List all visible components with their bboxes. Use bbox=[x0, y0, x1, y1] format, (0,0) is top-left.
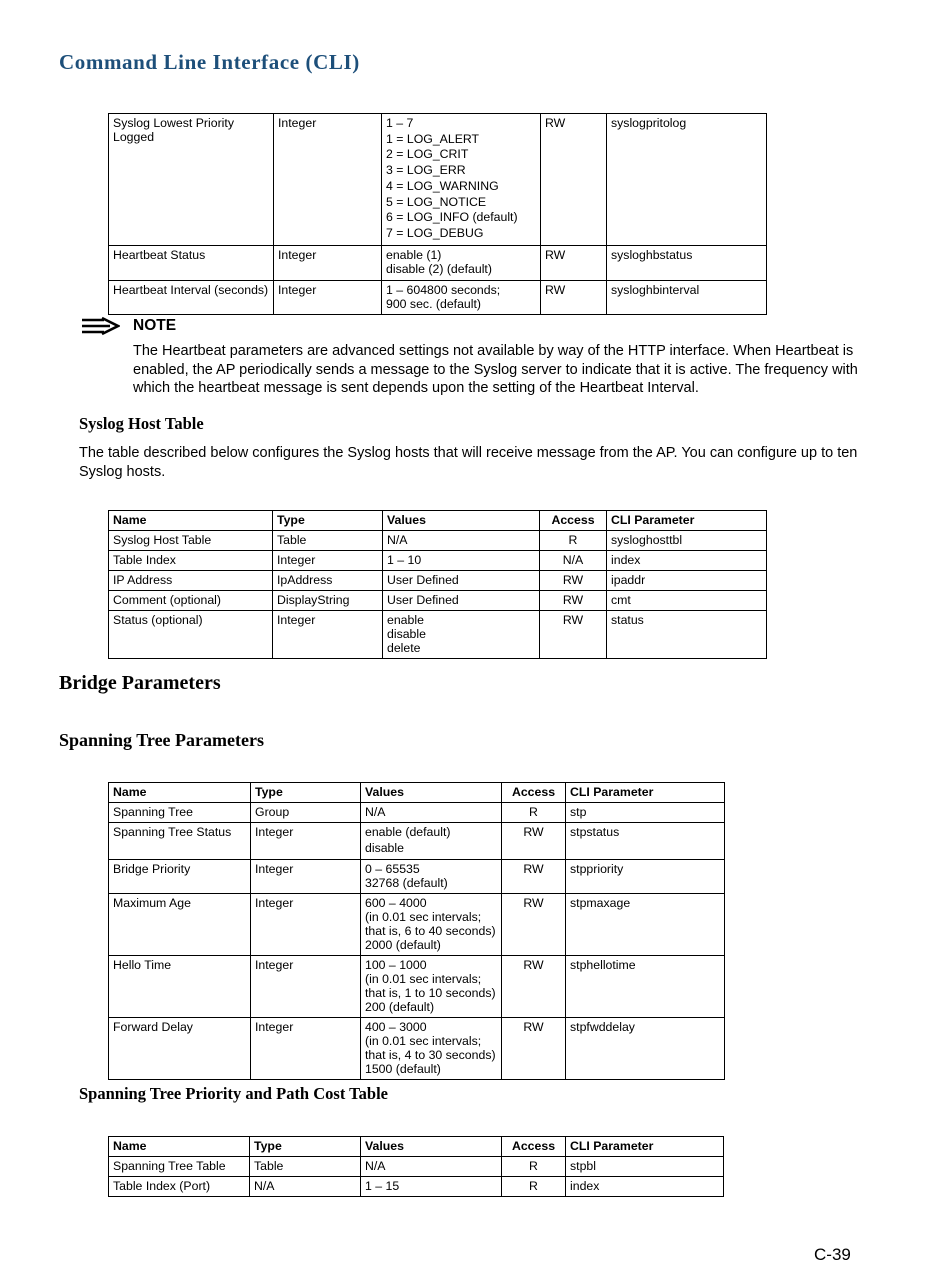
priority-table-heading: Spanning Tree Priority and Path Cost Table bbox=[79, 1084, 388, 1103]
param-name: IP Address bbox=[109, 571, 273, 591]
param-name: Table Index bbox=[109, 551, 273, 571]
table-row bbox=[109, 114, 767, 246]
spanning-tree-table bbox=[108, 782, 725, 1080]
param-type: Group bbox=[251, 803, 361, 823]
param-values: User Defined bbox=[383, 571, 540, 591]
param-cli: index bbox=[607, 551, 767, 571]
param-access: RW bbox=[541, 245, 607, 280]
priority-path-cost-table bbox=[108, 1136, 724, 1197]
table-header-row bbox=[109, 1137, 724, 1157]
param-cli: sysloghosttbl bbox=[607, 531, 767, 551]
param-values: N/A bbox=[383, 531, 540, 551]
param-cli: ipaddr bbox=[607, 571, 767, 591]
param-values: enable disable delete bbox=[383, 611, 540, 659]
table-row bbox=[109, 531, 767, 551]
column-header: Access bbox=[540, 511, 607, 531]
param-access: RW bbox=[502, 956, 566, 1018]
param-cli: index bbox=[566, 1177, 724, 1197]
param-name: Heartbeat Status bbox=[109, 245, 274, 280]
table-header-row bbox=[109, 783, 725, 803]
column-header: Type bbox=[250, 1137, 361, 1157]
param-cli: stp bbox=[566, 803, 725, 823]
page-title: Command Line Interface (CLI) bbox=[59, 50, 360, 74]
param-name: Spanning Tree bbox=[109, 803, 251, 823]
spanning-tree-heading: Spanning Tree Parameters bbox=[59, 730, 264, 750]
param-access: RW bbox=[502, 894, 566, 956]
param-name: Spanning Tree Table bbox=[109, 1157, 250, 1177]
param-name: Comment (optional) bbox=[109, 591, 273, 611]
param-cli: sysloghbstatus bbox=[607, 245, 767, 280]
param-name: Syslog Host Table bbox=[109, 531, 273, 551]
param-access: N/A bbox=[540, 551, 607, 571]
param-cli: stpmaxage bbox=[566, 894, 725, 956]
param-name: Bridge Priority bbox=[109, 860, 251, 894]
param-values: N/A bbox=[361, 1157, 502, 1177]
param-access: R bbox=[502, 1157, 566, 1177]
param-name: Maximum Age bbox=[109, 894, 251, 956]
table-row bbox=[109, 860, 725, 894]
note-arrow-icon bbox=[80, 316, 120, 336]
param-access: RW bbox=[502, 860, 566, 894]
param-values: N/A bbox=[361, 803, 502, 823]
table-row bbox=[109, 1177, 724, 1197]
param-name: Spanning Tree Status bbox=[109, 823, 251, 860]
param-cli: sysloghbinterval bbox=[607, 280, 767, 314]
column-header: Type bbox=[273, 511, 383, 531]
param-values: enable (1) disable (2) (default) bbox=[382, 245, 541, 280]
syslog-host-heading: Syslog Host Table bbox=[79, 414, 204, 433]
param-values: enable (default) disable bbox=[361, 823, 502, 860]
param-values: 600 – 4000 (in 0.01 sec intervals; that is, 6 to 40 seconds) 2000 (default) bbox=[361, 894, 502, 956]
column-header: CLI Parameter bbox=[607, 511, 767, 531]
param-type: Integer bbox=[274, 114, 382, 246]
param-values: 100 – 1000 (in 0.01 sec intervals; that is, 1 to 10 seconds) 200 (default) bbox=[361, 956, 502, 1018]
param-values: User Defined bbox=[383, 591, 540, 611]
table-row bbox=[109, 803, 725, 823]
param-type: IpAddress bbox=[273, 571, 383, 591]
table-row bbox=[109, 611, 767, 659]
param-cli: syslogpritolog bbox=[607, 114, 767, 246]
column-header: Access bbox=[502, 783, 566, 803]
param-cli: stpbl bbox=[566, 1157, 724, 1177]
table-row bbox=[109, 591, 767, 611]
param-access: RW bbox=[540, 591, 607, 611]
table-row bbox=[109, 551, 767, 571]
param-type: Table bbox=[250, 1157, 361, 1177]
param-cli: stpfwddelay bbox=[566, 1018, 725, 1080]
param-cli: stppriority bbox=[566, 860, 725, 894]
param-access: RW bbox=[502, 823, 566, 860]
param-type: Integer bbox=[273, 611, 383, 659]
param-name: Hello Time bbox=[109, 956, 251, 1018]
param-cli: cmt bbox=[607, 591, 767, 611]
param-access: RW bbox=[541, 114, 607, 246]
param-access: R bbox=[502, 1177, 566, 1197]
param-type: Integer bbox=[273, 551, 383, 571]
table-row bbox=[109, 894, 725, 956]
column-header: Values bbox=[383, 511, 540, 531]
param-access: R bbox=[540, 531, 607, 551]
syslog-host-table bbox=[108, 510, 767, 659]
param-type: Integer bbox=[274, 280, 382, 314]
column-header: Name bbox=[109, 783, 251, 803]
syslog-params-table bbox=[108, 113, 767, 315]
table-row bbox=[109, 571, 767, 591]
note-label: NOTE bbox=[133, 317, 177, 334]
param-access: R bbox=[502, 803, 566, 823]
table-row bbox=[109, 245, 767, 280]
table-header-row bbox=[109, 511, 767, 531]
param-cli: stphellotime bbox=[566, 956, 725, 1018]
note-text: The Heartbeat parameters are advanced settings not available by way of the HTTP interface. When Heartbeat is enabled, the AP periodically sends a message to the Syslog server to indicate that it is active. The frequency with which the heartbeat message is sent depends upon the setting of the Heartbeat Interval. bbox=[133, 343, 858, 396]
column-header: Name bbox=[109, 511, 273, 531]
param-values: 1 – 7 1 = LOG_ALERT 2 = LOG_CRIT 3 = LOG_ERR 4 = LOG_WARNING 5 = LOG_NOTICE 6 = LOG_INFO (default) 7 = LOG_DEBUG bbox=[382, 114, 541, 246]
param-values: 1 – 10 bbox=[383, 551, 540, 571]
column-header: Name bbox=[109, 1137, 250, 1157]
param-type: Integer bbox=[251, 1018, 361, 1080]
param-cli: stpstatus bbox=[566, 823, 725, 860]
table-row bbox=[109, 1018, 725, 1080]
param-type: DisplayString bbox=[273, 591, 383, 611]
param-access: RW bbox=[541, 280, 607, 314]
param-type: N/A bbox=[250, 1177, 361, 1197]
table-row bbox=[109, 1157, 724, 1177]
param-name: Heartbeat Interval (seconds) bbox=[109, 280, 274, 314]
param-access: RW bbox=[540, 611, 607, 659]
page-number: C-39 bbox=[814, 1245, 851, 1264]
param-name: Forward Delay bbox=[109, 1018, 251, 1080]
table-row bbox=[109, 280, 767, 314]
table-row bbox=[109, 956, 725, 1018]
param-values: 0 – 65535 32768 (default) bbox=[361, 860, 502, 894]
column-header: Values bbox=[361, 783, 502, 803]
param-type: Integer bbox=[251, 823, 361, 860]
column-header: Type bbox=[251, 783, 361, 803]
table-row bbox=[109, 823, 725, 860]
param-values: 400 – 3000 (in 0.01 sec intervals; that is, 4 to 30 seconds) 1500 (default) bbox=[361, 1018, 502, 1080]
param-type: Integer bbox=[274, 245, 382, 280]
param-name: Syslog Lowest Priority Logged bbox=[109, 114, 274, 246]
param-access: RW bbox=[502, 1018, 566, 1080]
bridge-heading: Bridge Parameters bbox=[59, 672, 221, 694]
column-header: CLI Parameter bbox=[566, 783, 725, 803]
param-name: Table Index (Port) bbox=[109, 1177, 250, 1197]
param-values: 1 – 15 bbox=[361, 1177, 502, 1197]
param-values: 1 – 604800 seconds; 900 sec. (default) bbox=[382, 280, 541, 314]
column-header: Access bbox=[502, 1137, 566, 1157]
param-type: Integer bbox=[251, 956, 361, 1018]
param-type: Integer bbox=[251, 894, 361, 956]
param-type: Integer bbox=[251, 860, 361, 894]
param-name: Status (optional) bbox=[109, 611, 273, 659]
param-type: Table bbox=[273, 531, 383, 551]
param-cli: status bbox=[607, 611, 767, 659]
column-header: CLI Parameter bbox=[566, 1137, 724, 1157]
syslog-host-intro: The table described below configures the Syslog hosts that will receive message from the AP. You can configure up to ten Syslog hosts. bbox=[79, 445, 858, 480]
column-header: Values bbox=[361, 1137, 502, 1157]
param-access: RW bbox=[540, 571, 607, 591]
